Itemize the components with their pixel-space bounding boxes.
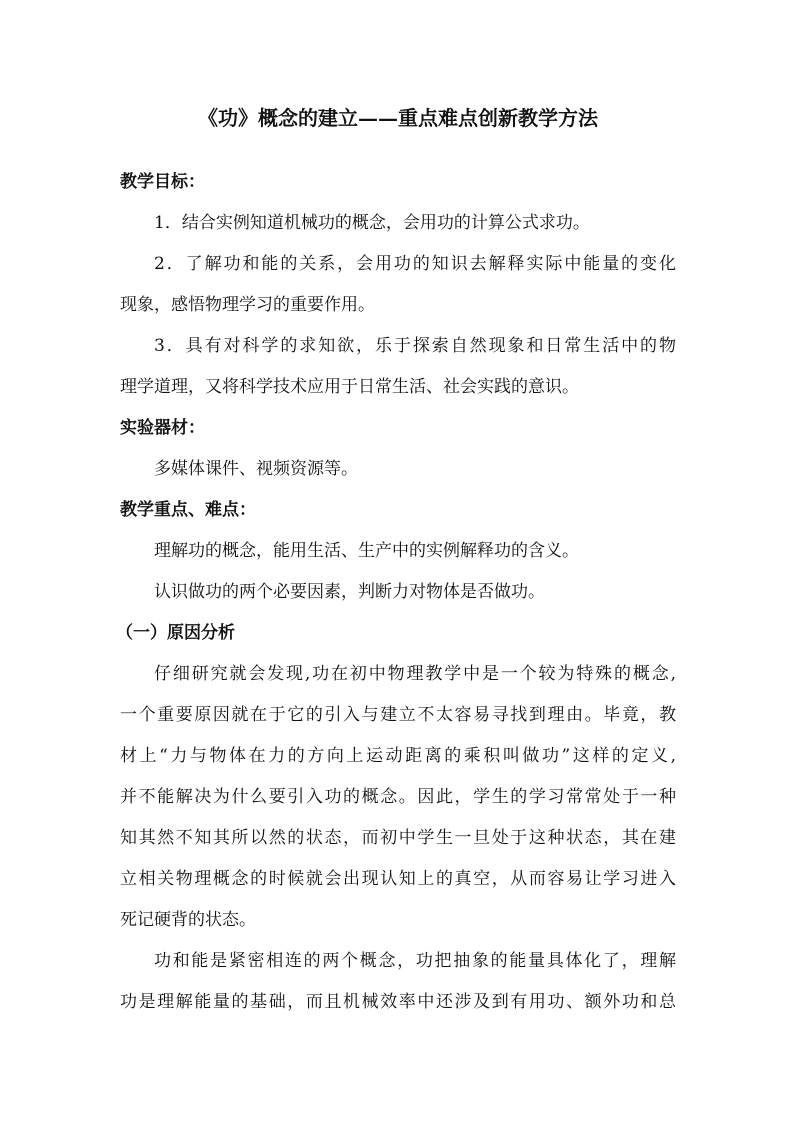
goal-item-3-line-1: 3．具有对科学的求知欲，乐于探索自然现象和日常生活中的物: [154, 336, 676, 356]
analysis-p1-line-6: 立相关物理概念的时候就会出现认知上的真空，从而容易让学习进入: [120, 869, 676, 889]
analysis-heading: （一）原因分析: [116, 623, 235, 643]
analysis-p1-line-2: 一个重要原因就在于它的引入与建立不太容易寻找到理由。毕竟，教: [120, 705, 676, 725]
analysis-p2-line-2: 功是理解能量的基础，而且机械效率中还涉及到有用功、额外功和总: [120, 992, 676, 1012]
materials-text: 多媒体课件、视频资源等。: [154, 459, 358, 479]
analysis-p2-line-1: 功和能是紧密相连的两个概念，功把抽象的能量具体化了，理解: [154, 951, 676, 971]
goal-item-2-line-1: 2．了解功和能的关系，会用功的知识去解释实际中能量的变化: [154, 254, 676, 274]
analysis-p1-line-5: 知其然不知其所以然的状态，而初中学生一旦处于这种状态，其在建: [120, 828, 676, 848]
analysis-p1-line-3: 材上“力与物体在力的方向上运动距离的乘积叫做功”这样的定义,: [120, 746, 676, 766]
materials-heading: 实验器材：: [120, 418, 205, 438]
goal-item-2-line-2: 现象，感悟物理学习的重要作用。: [120, 295, 375, 315]
goal-item-1: 1．结合实例知道机械功的概念，会用功的计算公式求功。: [154, 213, 590, 233]
analysis-p1-line-1: 仔细研究就会发现,功在初中物理教学中是一个较为特殊的概念,: [154, 664, 676, 684]
goals-heading: 教学目标：: [120, 172, 205, 192]
key-point-2: 认识做功的两个必要因素，判断力对物体是否做功。: [154, 582, 545, 602]
key-points-heading: 教学重点、难点：: [120, 500, 256, 520]
key-point-1: 理解功的概念，能用生活、生产中的实例解释功的含义。: [154, 541, 579, 561]
analysis-p1-line-4: 并不能解决为什么要引入功的概念。因此，学生的学习常常处于一种: [120, 787, 676, 807]
analysis-p1-line-7: 死记硬背的状态。: [120, 910, 256, 930]
document-body: [116, 162, 676, 1023]
document-title: 《功》概念的建立——重点难点创新教学方法: [198, 106, 598, 130]
goal-item-3-line-2: 理学道理，又将科学技术应用于日常生活、社会实践的意识。: [120, 377, 579, 397]
